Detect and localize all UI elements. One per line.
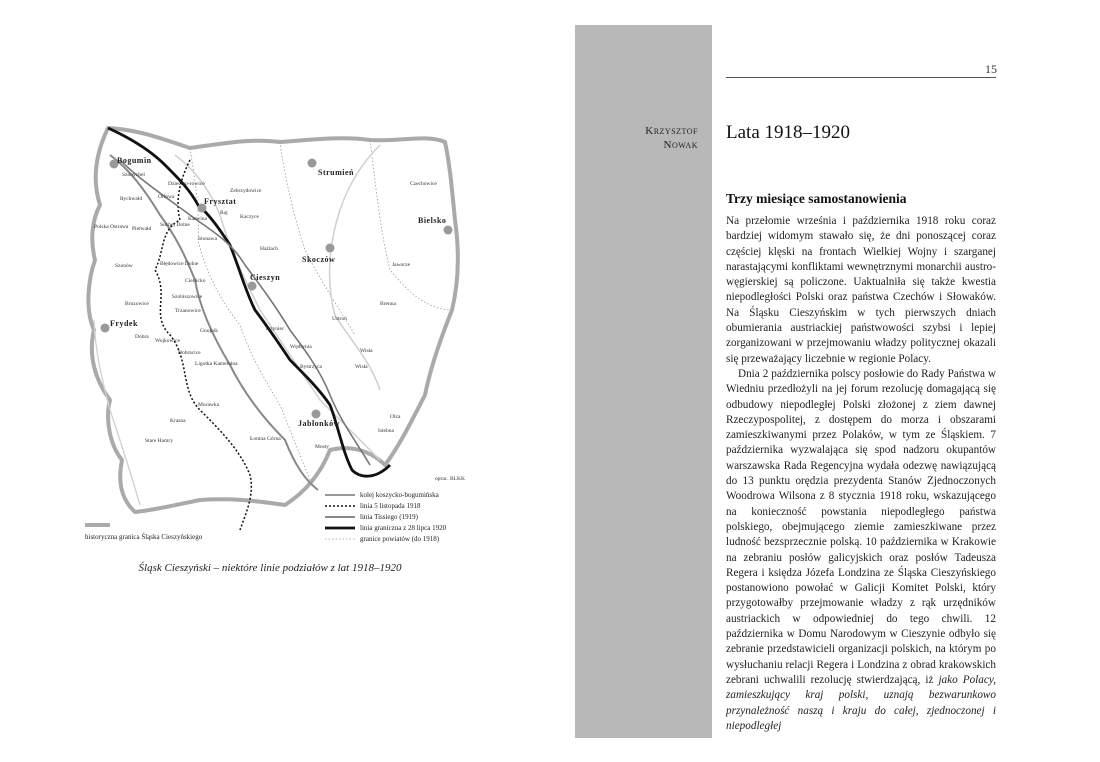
city-label-bielsko: Bielsko <box>418 216 447 225</box>
city-label-jablonkow: Jabłonków <box>298 419 340 428</box>
city-label-bogumin: Bogumin <box>117 156 152 165</box>
city-dot-frydek <box>101 324 110 333</box>
city-dot-cieszyn <box>248 282 257 291</box>
map-figure <box>80 120 480 550</box>
town-label: Łomna Górna <box>250 436 281 442</box>
city-dot-strumien <box>308 159 317 168</box>
town-label: Pietwałd <box>132 226 152 232</box>
town-label: Ustroń <box>332 316 347 322</box>
town-label: Stare Hamry <box>145 438 173 444</box>
town-label: Brenna <box>380 301 396 307</box>
left-page <box>0 0 548 762</box>
district-border <box>370 140 452 310</box>
paragraph: Na przełomie września i października 1918 roku coraz bardziej widomym stawało się, że dni ponoszącej coraz częściej klęski na frontach Wielkiej Wojny i szarganej narastającymi konfliktami wewnętrznymi monarchii austro-węgierskiej są policzone. Uaktualniła się także kwestia niepodległości Polski oraz państwa Czechów i Słowaków. Na Śląsku Cieszyńskim w tych pierwszych dniach obumierania austriackiej państwowości szybsi i lepiej zorganizowani w przejmowaniu władzy politycznej okazali się przeważający liczebnie w regionie Polacy. <box>726 215 996 365</box>
legend <box>85 491 447 543</box>
page-number: 15 <box>985 62 997 76</box>
town-label: Trzyniec <box>265 326 285 332</box>
river-ostrawica <box>94 320 140 505</box>
town-label: Stonawa <box>198 236 217 242</box>
city-dot-skoczow <box>326 244 335 253</box>
town-label: Czechowice <box>410 181 437 187</box>
town-label: Ligotka Kameralna <box>195 361 238 367</box>
paragraph-text: Dnia 2 października polscy posłowie do Rady Państwa w Wiedniu przedłożyli na jej forum rezolucję domagającą się odbudowy niepodległej Polski złożonej z ziem dawnej Rzeczypospolitej, z dostępem do morza i obszarami zamieszkiwanymi przez Polaków, w tym ze Śląskiem. 7 października wyzwalająca się spod nadzoru okupantów warszawska Rada Regencyjna wydała odezwę nawiązującą do 13 punktu orędzia prezydenta Stanów Zjednoczonych Woodrowa Wilsona z 8 stycznia 1918 roku, wskazującego na konieczność powstania niepodległego państwa polskiego, obejmującego ziemie zamieszkiwane przez ludność bezsprzecznie polską. 10 października w Krakowie na zebraniu posłów galicyjskich oraz posłów Tadeusza Regera i księdza Józefa Londzina ze Śląska Cieszyńskiego postanowiono powołać w Galicji Komitet Polski, który przygotowałby przejmowanie władzy z rąk urzędników austriackich w odpowiedniej do tego chwili. 12 października w Domu Narodowym w Cieszynie odbyło się zebranie przedstawicieli organizacji polskich, na którym po wysłuchaniu relacji Regera i Londzina z obrad krakowskich zebrani uchwalili rezolucję stwierdzającą, iż <box>726 367 996 686</box>
city-label-frysztat: Frysztat <box>204 197 237 206</box>
legend-item-border: historyczna granica Śląska Cieszyńskiego <box>85 533 203 541</box>
header-rule <box>726 77 996 78</box>
city-label-cieszyn: Cieszyn <box>250 273 281 282</box>
paragraph <box>726 367 996 734</box>
town-label: Krasna <box>170 418 186 424</box>
town-label: Wędrynia <box>290 344 312 350</box>
legend-item: granice powiatów (do 1918) <box>360 535 440 543</box>
city-dot-jablonkow <box>312 410 321 419</box>
town-label: Hażlach <box>260 246 279 252</box>
map-caption: Śląsk Cieszyński – niektóre linie podziałów z lat 1918–1920 <box>138 562 402 574</box>
paragraph-quote: jako Polacy, zamieszkujący kraj polski, uznają bezwarunkowo przynależność naszą i kraju do całej, zjednoczonej i niepodległej <box>726 673 996 732</box>
city-label-frydek: Frydek <box>110 319 138 328</box>
town-label: Karwina <box>188 216 207 222</box>
town-label: Istebna <box>378 428 394 434</box>
town-label: Dobra <box>135 334 149 340</box>
legend-item: kolej koszycko-bogumińska <box>360 491 439 499</box>
town-label: Szonów <box>115 263 133 269</box>
legend-item: linia graniczna z 28 lipca 1920 <box>360 524 447 532</box>
body-text <box>726 214 996 734</box>
town-label: Jaworze <box>392 262 411 268</box>
town-label: Bruzowice <box>125 301 149 307</box>
town-label: Wojkowice <box>155 338 180 344</box>
historical-border <box>88 128 457 512</box>
city-label-strumien: Strumień <box>318 168 354 177</box>
author-name: Krzysztof Nowak <box>645 125 698 151</box>
town-label: Zebrzydowice <box>230 188 262 194</box>
legend-item: linia 5 listopada 1918 <box>360 502 421 510</box>
section-title: Trzy miesiące samostanowienia <box>726 191 907 206</box>
map-credit: oprac. BLKK <box>435 476 465 482</box>
map-svg <box>80 120 480 550</box>
town-label: Orłowa <box>158 194 175 200</box>
legend-item: linia Tissiego (1919) <box>360 513 418 521</box>
town-label: Cierlicko <box>185 278 206 284</box>
right-page <box>548 0 1100 762</box>
town-label: Bystrzyca <box>300 364 322 370</box>
town-label: Błędowice Dolne <box>160 261 199 267</box>
town-label: Suchej Dolne <box>160 222 190 228</box>
city-dot-bielsko <box>444 226 453 235</box>
town-label: Dziećmo-rowice <box>168 181 205 187</box>
town-label: Morawka <box>198 402 220 408</box>
town-label: Polska Ostrawa <box>94 224 129 230</box>
town-label: Szobiszowice <box>172 294 203 300</box>
town-label: Gnojnik <box>200 328 219 334</box>
town-label: Mosty <box>315 444 330 450</box>
town-label: Trzanowice <box>175 308 201 314</box>
city-label-skoczow: Skoczów <box>302 255 336 264</box>
town-label: Szonychel <box>122 172 145 178</box>
town-label: Dobracice <box>178 350 201 356</box>
river-label: Olza <box>390 414 401 420</box>
chapter-title: Lata 1918–1920 <box>726 122 851 143</box>
town-label: Rychwałd <box>120 196 143 202</box>
border-line-1920 <box>108 128 390 476</box>
town-label: Wisła <box>355 364 368 370</box>
town-label: Raj <box>220 210 228 216</box>
river-label: Wisła <box>360 348 373 354</box>
town-label: Kaczyce <box>240 214 259 220</box>
